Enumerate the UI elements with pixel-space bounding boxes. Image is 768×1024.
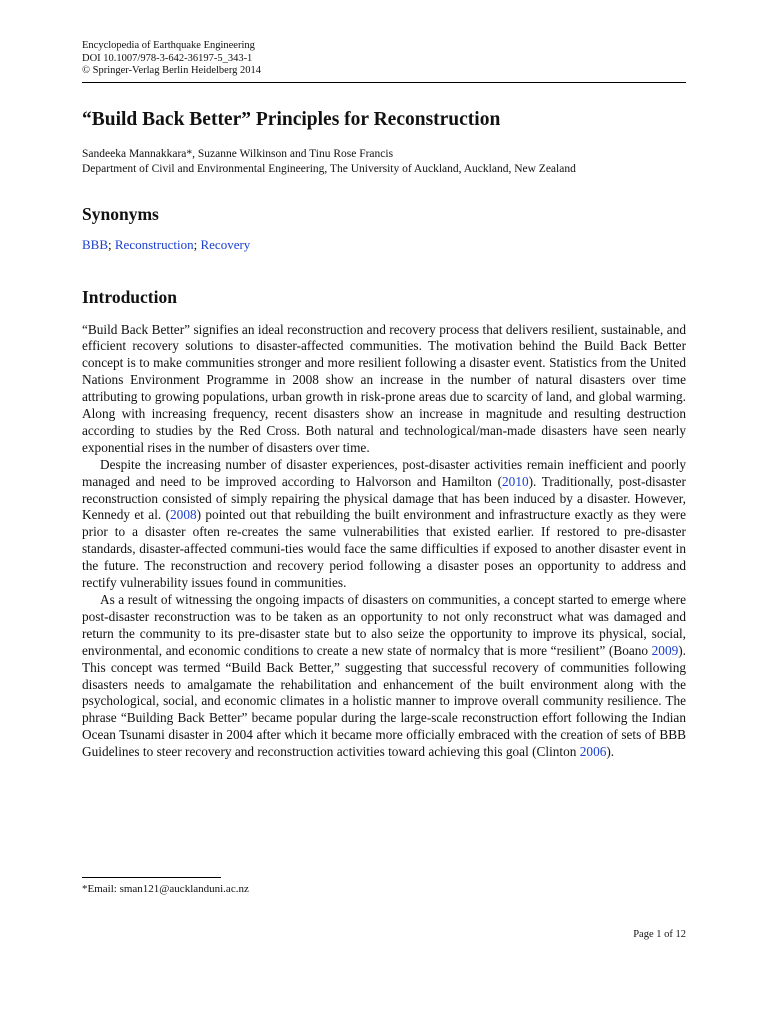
paragraph-text: As a result of witnessing the ongoing impacts of disasters on communities, a concept started to emerge where post-disaster reconstruction was to be taken as an opportunity to not only reconstruct what was damaged and return the community to its pre-disaster state but to also seize the opportunity to improve its physical, social, environmental, and economic conditions to create a new state of normalcy that is more “resilient” (Boano	[82, 592, 686, 658]
citation-link-2009[interactable]: 2009	[651, 642, 679, 658]
header-divider	[82, 82, 686, 83]
paragraph-1: “Build Back Better” signifies an ideal reconstruction and recovery process that delivers resilient, sustainable, and efficient recovery solutions to disaster-affected communities. The motivation behind the Build Back Better concept is to make communities stronger and more resilient following a disaster event. Statistics from the United Nations Environment Programme in 2008 show an increase in the number of natural disasters over time attributing to growing populations, urban growth in risk-prone areas due to scarcity of land, and global warming. Along with increasing frequency, recent disasters show an increase in magnitude and resulting destruction according to studies by the Red Cross. Both natural and technological/man-made disasters have seen nearly exponential rises in the number of disasters over time.	[82, 321, 686, 455]
citation-link-2010[interactable]: 2010	[502, 473, 529, 489]
synonyms-heading: Synonyms	[82, 203, 159, 224]
citation-link-2006[interactable]: 2006	[579, 744, 607, 760]
synonym-separator: ;	[108, 236, 115, 252]
synonym-link-recovery[interactable]: Recovery	[200, 236, 251, 252]
synonyms-list	[82, 237, 686, 253]
paragraph-3	[82, 592, 686, 761]
paragraph-text: ). Traditionally, post-disaster reconstruction consisted of simply repairing the physical damage that has been induced by a disaster. However, Kennedy et al. (	[82, 473, 686, 523]
paragraph-text: Despite the increasing number of disaster experiences, post-disaster activities remain inefficient and poorly managed and need to be improved according to Halvorson and Hamilton (	[82, 456, 686, 489]
affiliation: Department of Civil and Environmental Engineering, The University of Auckland, Auckland, New Zealand	[82, 162, 576, 175]
synonym-link-bbb[interactable]: BBB	[82, 236, 109, 252]
author-block	[82, 147, 686, 177]
introduction-heading: Introduction	[82, 286, 177, 307]
paragraph-text: ). This concept was termed “Build Back Better,” suggesting that successful recovery of communities following disasters needs to amalgamate the rehabilitation and enhancement of the built environment along with the psychological, social, and economic climates in a holistic manner to improve overall community resilience. The phrase “Building Back Better” became popular during the large-scale reconstruction effort following the Indian Ocean Tsunami disaster in 2004 after which it became more officially embraced with the creation of sets of BBB Guidelines to steer recovery and reconstruction activities toward achieving this goal (Clinton	[82, 642, 686, 760]
page-number: Page 1 of 12	[633, 929, 686, 940]
journal-name: Encyclopedia of Earthquake Engineering	[82, 40, 255, 51]
footnote-email: *Email: sman121@aucklanduni.ac.nz	[82, 883, 249, 895]
doi: DOI 10.1007/978-3-642-36197-5_343-1	[82, 52, 253, 64]
paragraph-text: ).	[606, 744, 615, 760]
copyright: © Springer-Verlag Berlin Heidelberg 2014	[82, 65, 262, 76]
synonym-separator: ;	[193, 236, 201, 252]
footnote-divider	[82, 877, 221, 878]
paragraph-2	[82, 457, 686, 592]
article-title: “Build Back Better” Principles for Reconstruction	[82, 108, 501, 130]
running-header	[82, 40, 686, 78]
paragraph-text: ) pointed out that rebuilding the built environment and infrastructure exactly as they were prior to a disaster often re-creates the same vulnerabilities that existed earlier. If restored to pre-disaster standards, disaster-affected communi-ties would face the same difficulties if exposed to another disaster event in the future. The reconstruction and recovery period following a disaster poses an opportunity to address and rectify vulnerability issues found in communities.	[82, 507, 686, 591]
synonym-link-reconstruction[interactable]: Reconstruction	[114, 236, 194, 252]
authors: Sandeeka Mannakkara*, Suzanne Wilkinson and Tinu Rose Francis	[82, 147, 394, 160]
introduction-body	[82, 322, 686, 762]
page-content	[82, 40, 686, 761]
citation-link-2008[interactable]: 2008	[170, 507, 197, 523]
